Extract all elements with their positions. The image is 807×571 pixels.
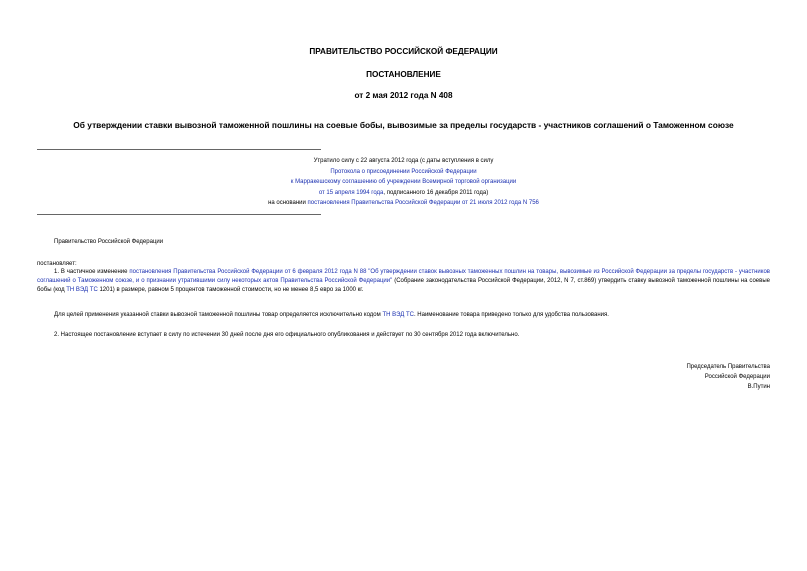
signature-position: Председатель Правительства: [686, 364, 770, 370]
paragraph-2: [37, 311, 770, 320]
bottom-divider: [37, 214, 321, 215]
government-heading: ПРАВИТЕЛЬСТВО РОССИЙСКОЙ ФЕДЕРАЦИИ: [309, 47, 498, 56]
paragraph-1: [37, 268, 770, 295]
paragraph-3: 2. Настоящее постановление вступает в силу по истечении 30 дней после дня его официального опубликования и действует по 30 сентября 2012 года включительно.: [54, 332, 520, 338]
resolution-88-link[interactable]: постановления Правительства Российской Федерации от 6 февраля 2012 года N 88 "Об утверждении ставок вывозных таможенных пошлин на товары, вывозимые из Российской Федерации за пределы государств - участников соглашений о Таможенном союзе, и о признании утратившими силу некоторых актов Правительства Российской Федерации": [37, 269, 770, 284]
signature-block: [686, 362, 770, 392]
status-note-line-1: Утратило силу с 22 августа 2012 года (с даты вступления в силу: [313, 158, 494, 164]
paragraph-1-prefix: 1. В частичное изменение: [54, 269, 130, 275]
protocol-link[interactable]: Протокола о присоединении Российской Федерации: [330, 168, 477, 175]
paragraph-2-suffix: . Наименование товара приведено только для удобства пользования.: [413, 312, 609, 318]
signature-name: В.Путин: [747, 384, 770, 390]
paragraph-2-prefix: Для целей применения указанной ставки вывозной таможенной пошлины товар определяется исключительно кодом: [54, 312, 383, 318]
document-title: Об утверждении ставки вывозной таможенной пошлины на соевые бобы, вывозимые за пределы государств - участников соглашений о Таможенном союзе: [73, 120, 734, 130]
issuer-text: Правительство Российской Федерации: [54, 239, 164, 245]
signature-country: Российской Федерации: [704, 374, 770, 380]
agreement-date-link[interactable]: от 15 апреля 1994 года: [318, 189, 384, 196]
tn-ved-link-1[interactable]: ТН ВЭД ТС: [66, 287, 98, 293]
paragraph-1-suffix: 1201) в размере, равном 5 процентов таможенной стоимости, но не менее 8,5 евро за 1000 кг.: [97, 287, 364, 293]
status-note: [0, 156, 807, 209]
tn-ved-link-2[interactable]: ТН ВЭД ТС: [382, 312, 414, 318]
top-divider: [37, 149, 321, 150]
paragraph-1-middle: (Собрание законодательства Российской Федерации, 2012, N 7, ст.869) утвердить ставку вывозной таможенной пошлины на соевые бобы (код: [37, 278, 770, 293]
date-number-heading: от 2 мая 2012 года N 408: [354, 91, 453, 100]
marrakesh-agreement-link[interactable]: к Марракешскому соглашению об учреждении Всемирной торговой организации: [290, 179, 517, 185]
document-type-heading: ПОСТАНОВЛЕНИЕ: [366, 70, 441, 79]
status-note-basis-prefix: на основании: [268, 200, 308, 206]
resolution-756-link[interactable]: постановления Правительства Российской Федерации от 21 июля 2012 года N 756: [307, 200, 539, 206]
status-note-signed-text: , подписанного 16 декабря 2011 года): [383, 189, 489, 196]
decides-text: постановляет:: [37, 261, 77, 267]
